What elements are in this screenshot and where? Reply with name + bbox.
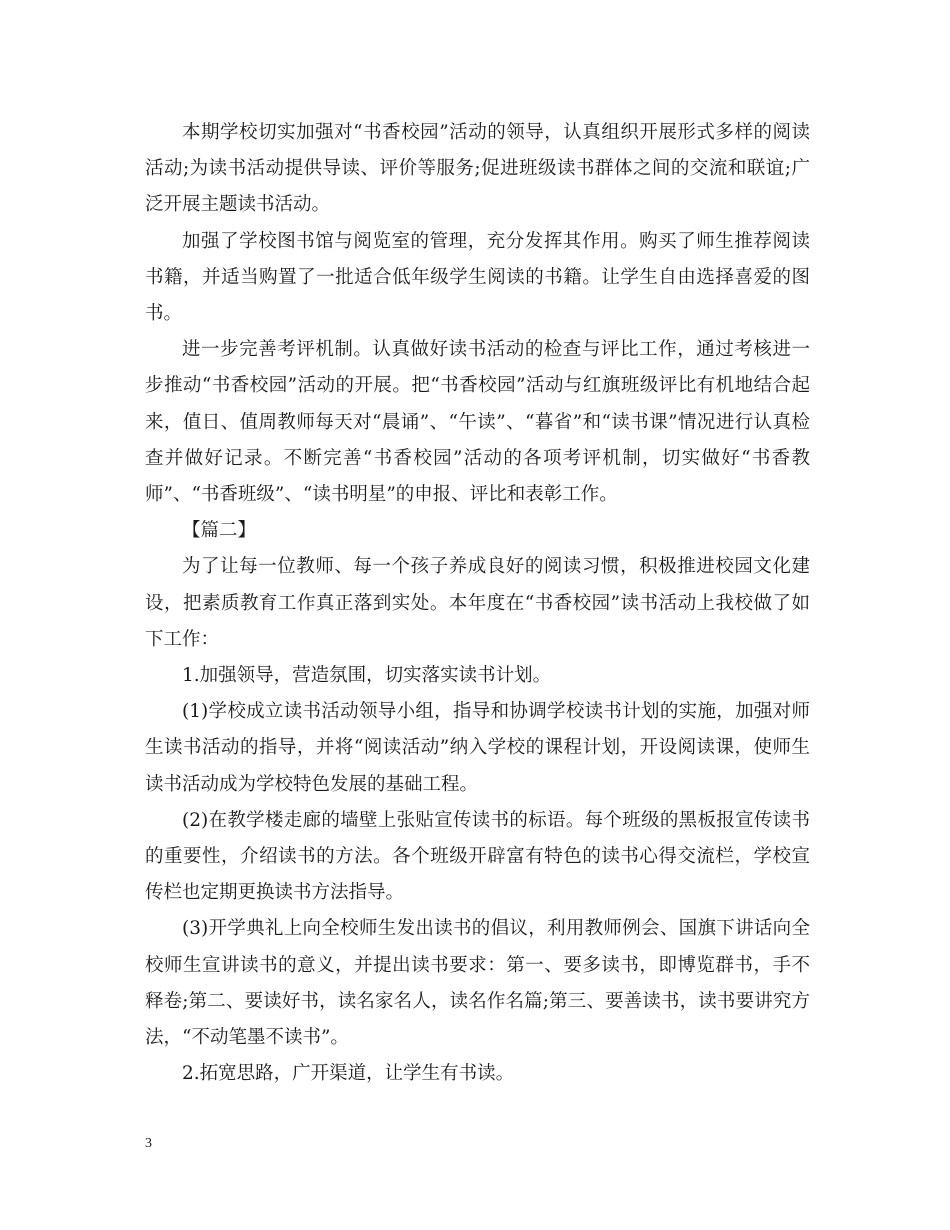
page-number: 3 <box>145 1136 152 1151</box>
body-text <box>145 115 810 1092</box>
sub-item-2: (2)在教学楼走廊的墙壁上张贴宣传读书的标语。每个班级的黑板报宣传读书的重要性，介绍读书的方法。各个班级开辟富有特色的读书心得交流栏，学校宣传栏也定期更换读书方法指导。 <box>145 809 810 904</box>
paragraph-5: 为了让每一位教师、每一个孩子养成良好的阅读习惯，积极推进校园文化建设，把素质教育工作真正落到实处。本年度在“书香校园”读书活动上我校做了如下工作： <box>145 556 810 650</box>
list-item-2: 2.拓宽思路，广开渠道，让学生有书读。 <box>182 1063 515 1085</box>
paragraph-2: 加强了学校图书馆与阅览室的管理，充分发挥其作用。购买了师生推荐阅读书籍，并适当购置了一批适合低年级学生阅读的书籍。让学生自由选择喜爱的图书。 <box>145 230 810 325</box>
sub-item-1: (1)学校成立读书活动领导小组，指导和协调学校读书计划的实施，加强对师生读书活动的指导，并将“阅读活动”纳入学校的课程计划，开设阅读课，使师生读书活动成为学校特色发展的基础工程。 <box>145 701 810 795</box>
list-item-1: 1.加强领导，营造氛围，切实落实读书计划。 <box>182 665 552 687</box>
section-heading: 【篇二】 <box>182 520 257 542</box>
sub-item-3: (3)开学典礼上向全校师生发出读书的倡议，利用教师例会、国旗下讲话向全校师生宣讲读书的意义，并提出读书要求：第一、要多读书，即博览群书，手不释卷;第二、要读好书，读名家名人，读名作名篇;第三、要善读书，读书要讲究方法，“不动笔墨不读书”。 <box>145 918 810 1049</box>
paragraph-3: 进一步完善考评机制。认真做好读书活动的检查与评比工作，通过考核进一步推动“书香校园”活动的开展。把“书香校园”活动与红旗班级评比有机地结合起来，值日、值周教师每天对“晨诵”、“午读”、“暮省”和“读书课”情况进行认真检查并做好记录。不断完善“书香校园”活动的各项考评机制，切实做好“书香教师”、“书香班级”、“读书明星”的申报、评比和表彰工作。 <box>145 339 810 506</box>
paragraph-1: 本期学校切实加强对“书香校园”活动的领导，认真组织开展形式多样的阅读活动;为读书活动提供导读、评价等服务;促进班级读书群体之间的交流和联谊;广泛开展主题读书活动。 <box>145 122 810 216</box>
